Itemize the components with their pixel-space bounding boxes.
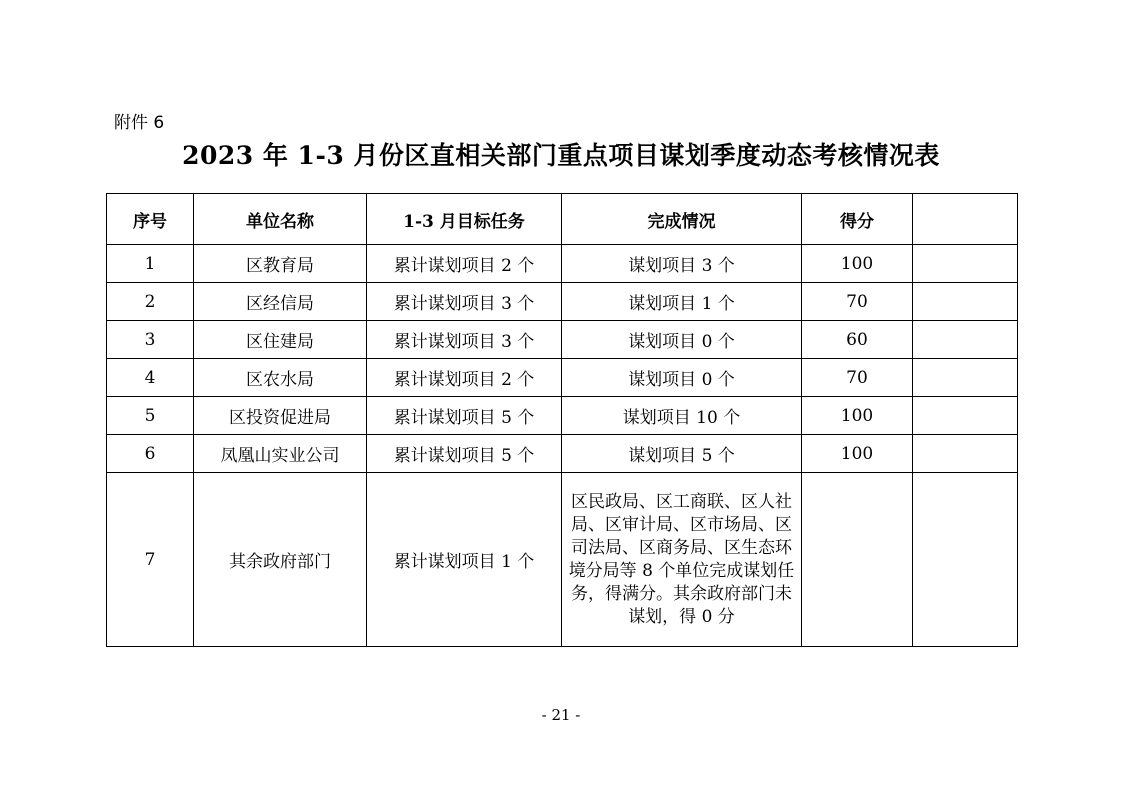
cell-no: 2 — [107, 283, 194, 321]
cell-no: 6 — [107, 435, 194, 473]
cell-unit: 凤凰山实业公司 — [194, 435, 367, 473]
cell-score: 100 — [802, 245, 913, 283]
cell-note — [913, 473, 1018, 647]
cell-target: 累计谋划项目 5 个 — [367, 435, 562, 473]
table-header-row — [107, 194, 1018, 245]
table-row — [107, 397, 1018, 435]
table-row — [107, 473, 1018, 647]
cell-unit: 区农水局 — [194, 359, 367, 397]
attachment-label: 附件 6 — [114, 113, 165, 133]
cell-note — [913, 397, 1018, 435]
table-row — [107, 283, 1018, 321]
cell-status: 谋划项目 1 个 — [562, 283, 802, 321]
cell-unit: 其余政府部门 — [194, 473, 367, 647]
cell-status: 谋划项目 10 个 — [562, 397, 802, 435]
cell-target: 累计谋划项目 2 个 — [367, 359, 562, 397]
cell-target: 累计谋划项目 2 个 — [367, 245, 562, 283]
cell-unit: 区经信局 — [194, 283, 367, 321]
cell-target: 累计谋划项目 1 个 — [367, 473, 562, 647]
cell-note — [913, 283, 1018, 321]
cell-score: 70 — [802, 283, 913, 321]
header-status: 完成情况 — [562, 194, 802, 245]
header-no: 序号 — [107, 194, 194, 245]
cell-no: 3 — [107, 321, 194, 359]
header-target: 1-3 月目标任务 — [367, 194, 562, 245]
cell-note — [913, 359, 1018, 397]
table-row — [107, 435, 1018, 473]
page-number: - 21 - — [541, 706, 581, 724]
cell-no: 4 — [107, 359, 194, 397]
assessment-table — [106, 193, 1018, 647]
header-score: 得分 — [802, 194, 913, 245]
table-row — [107, 321, 1018, 359]
table-row — [107, 245, 1018, 283]
cell-unit: 区住建局 — [194, 321, 367, 359]
cell-note — [913, 245, 1018, 283]
cell-unit: 区投资促进局 — [194, 397, 367, 435]
cell-no: 7 — [107, 473, 194, 647]
cell-unit: 区教育局 — [194, 245, 367, 283]
cell-score: 100 — [802, 435, 913, 473]
cell-status: 区民政局、区工商联、区人社局、区审计局、区市场局、区司法局、区商务局、区生态环境分局等 8 个单位完成谋划任务，得满分。其余政府部门未谋划，得 0 分 — [562, 473, 802, 647]
cell-score — [802, 473, 913, 647]
cell-score: 60 — [802, 321, 913, 359]
cell-status: 谋划项目 5 个 — [562, 435, 802, 473]
header-note — [913, 194, 1018, 245]
header-unit: 单位名称 — [194, 194, 367, 245]
cell-status: 谋划项目 0 个 — [562, 359, 802, 397]
cell-status: 谋划项目 0 个 — [562, 321, 802, 359]
cell-target: 累计谋划项目 3 个 — [367, 283, 562, 321]
cell-target: 累计谋划项目 3 个 — [367, 321, 562, 359]
cell-status: 谋划项目 3 个 — [562, 245, 802, 283]
cell-target: 累计谋划项目 5 个 — [367, 397, 562, 435]
cell-score: 70 — [802, 359, 913, 397]
cell-note — [913, 321, 1018, 359]
table-row — [107, 359, 1018, 397]
cell-no: 5 — [107, 397, 194, 435]
cell-note — [913, 435, 1018, 473]
cell-no: 1 — [107, 245, 194, 283]
document-title: 2023 年 1-3 月份区直相关部门重点项目谋划季度动态考核情况表 — [182, 141, 940, 170]
cell-score: 100 — [802, 397, 913, 435]
